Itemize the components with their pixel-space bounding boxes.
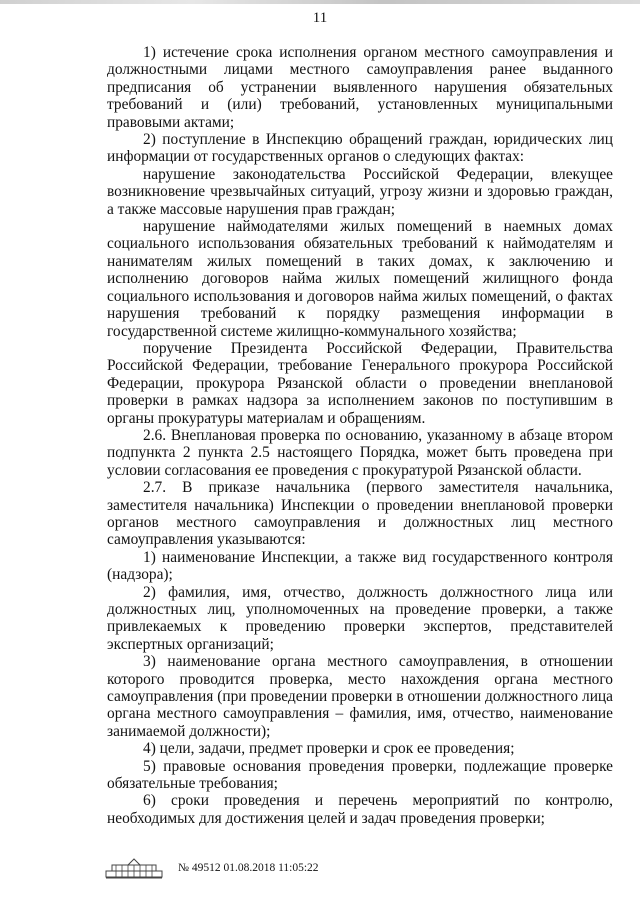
paragraph: 2.6. Внеплановая проверка по основанию, указанному в абзаце втором подпункта 2 пункта 2.5 настоящего Порядка, может быть проведена при условии согласования ее проведения с прокуратурой Рязанской области.	[107, 426, 613, 479]
page-number: 11	[312, 10, 328, 26]
document-stamp: № 49512 01.08.2018 11:05:22	[178, 862, 319, 874]
paragraph: поручение Президента Российской Федерации, Правительства Российской Федерации, требование Генерального прокурора Российской Федерации, прокурора Рязанской области о проведении внеплановой проверки в рамках надзора за исполнением законов по поступившим в органы прокуратуры материалам и обращениям.	[107, 339, 613, 427]
scan-top-edge	[0, 0, 640, 4]
document-body	[107, 44, 613, 827]
paragraph: нарушение наймодателями жилых помещений в наемных домах социального использования обязательных требований к наймодателям и нанимателям жилых помещений в таких домах, к заключению и исполнению договоров найма жилых помещений жилищного фонда социального использования и договоров найма жилых помещений, о фактах нарушения требований к порядку размещения информации в государственной системе жилищно-коммунального хозяйства;	[107, 218, 613, 340]
footer	[104, 856, 364, 880]
paragraph: нарушение законодательства Российской Федерации, влекущее возникновение чрезвычайных ситуаций, угрозу жизни и здоровью граждан, а также массовые нарушения прав граждан;	[107, 165, 613, 218]
paragraph: 4) цели, задачи, предмет проверки и срок ее проведения;	[143, 740, 515, 758]
paragraph: 1) истечение срока исполнения органом местного самоуправления и должностными лицами местного самоуправления ранее выданного предписания об устранении выявленного нарушения обязательных требований и (или) требований, установленных муниципальными правовыми актами;	[107, 44, 613, 131]
paragraph: 2) поступление в Инспекцию обращений граждан, юридических лиц информации от государственных органов о следующих фактах:	[107, 131, 613, 166]
paragraph: 2) фамилия, имя, отчество, должность должностного лица или должностных лиц, уполномоченных на проведение проверки, а также привлекаемых к проведению проверки экспертов, представителей экспертных организаций;	[107, 583, 613, 653]
paragraph: 1) наименование Инспекции, а также вид государственного контроля (надзора);	[107, 548, 613, 584]
paragraph: 2.7. В приказе начальника (первого заместителя начальника, заместителя начальника) Инспекции о проведении внеплановой проверки органов местного самоуправления и должностных лиц местного самоуправления указываются:	[107, 479, 613, 549]
paragraph: 6) сроки проведения и перечень мероприятий по контролю, необходимых для достижения целей и задач проведения проверки;	[107, 792, 613, 827]
paragraph: 5) правовые основания проведения проверки, подлежащие проверке обязательные требования;	[107, 757, 613, 793]
building-logo-icon	[104, 857, 164, 879]
paragraph: 3) наименование органа местного самоуправления, в отношении которого проводится проверка, место нахождения органа местного самоуправления (при проведении проверки в отношении должностного лица органа местного самоуправления – фамилия, имя, отчество, наименование занимаемой должности);	[107, 653, 613, 740]
